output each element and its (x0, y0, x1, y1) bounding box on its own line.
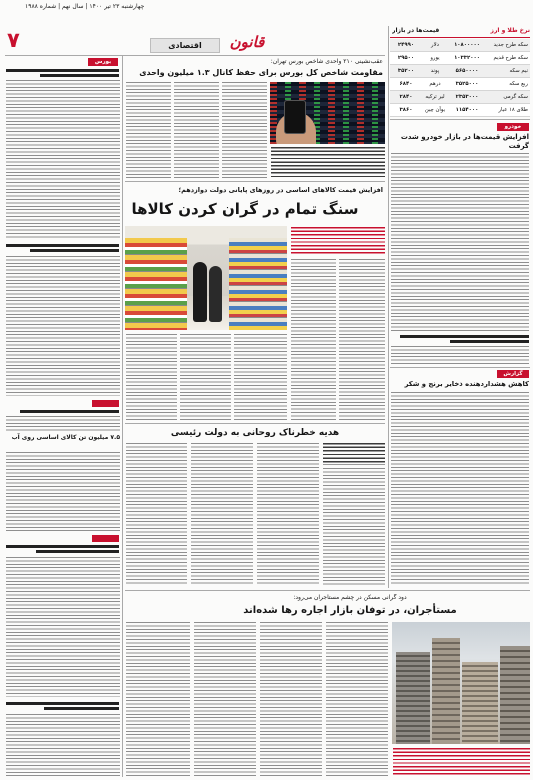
stock-body-column (222, 82, 267, 178)
currency-name: دلار (431, 42, 439, 48)
gift-body-column (323, 468, 385, 586)
gift-body-column (191, 443, 253, 586)
goods-at-sea-headline: ۷.۵ میلیون تن کالای اساسی روی آب (11, 434, 120, 441)
gold-item-price: ۵۶۵۰۰۰۰ (455, 68, 479, 74)
rent-body-column (126, 622, 190, 776)
left-headline (6, 244, 119, 247)
shopper-figure (209, 266, 222, 322)
gold-item-price: ۳۵۲۵۰۰۰ (455, 81, 479, 87)
currency-name: درهم (429, 81, 441, 87)
reserves-headline: کاهش هشداردهنده ذخایر برنج و شکر (404, 380, 529, 388)
gift-body-column (257, 443, 319, 586)
rent-kicker: دود گرانی مسکن در چشم مستأجران می‌رود: (293, 594, 407, 601)
market-row (390, 65, 530, 78)
rent-headline: مستأجران، در توفان بازار اجاره رها شده‌اند (243, 605, 457, 616)
rent-body-column (194, 622, 256, 776)
currency-name: لیر ترکیه (425, 94, 445, 100)
goods-kicker: افزایش قیمت کالاهای اساسی در روزهای پایانی دولت دوازدهم؛ (178, 186, 383, 194)
gift-lead-text (323, 443, 385, 465)
market-bottom-rule (390, 119, 530, 120)
left-headline (40, 74, 119, 77)
rent-body-column (260, 622, 322, 776)
stock-section-label: بورس (88, 58, 118, 66)
page-number: ۷ (7, 28, 20, 52)
left-headline (44, 707, 119, 710)
building-shape (396, 652, 430, 744)
market-row (390, 52, 530, 65)
cars-subheading (450, 340, 529, 343)
market-row (390, 91, 530, 104)
reserves-section-label: گزارش (497, 370, 529, 378)
gold-item-name: سکه طرح جدید (493, 42, 528, 48)
gold-item-name: سکه گرمی (503, 94, 528, 100)
left-body-text (6, 416, 120, 432)
left-section-label (92, 535, 119, 542)
gold-item-price: ۲۳۵۳۰۰۰ (455, 94, 479, 100)
stock-bottom-rule (125, 181, 385, 182)
market-row (390, 104, 530, 117)
left-headline (36, 550, 119, 553)
gold-item-name: سکه طرح قدیم (493, 55, 528, 61)
stock-headline: مقاومت شاخص کل بورس برای حفظ کانال ۱.۳ میلیون واحدی (139, 68, 383, 77)
left-shelf (125, 238, 187, 330)
gold-item-name: نیم سکه (509, 68, 528, 74)
market-row (390, 78, 530, 91)
currency-name: یوآن چین (424, 107, 446, 113)
right-shelf (229, 238, 287, 330)
market-subtitle: قیمت‌ها در بازار (392, 27, 440, 34)
left-body-text (6, 80, 120, 240)
building-shape (500, 646, 530, 744)
cars-section-label: خودرو (497, 123, 529, 131)
gold-item-name: ربع سکه (509, 81, 528, 87)
currency-rate: ۶۸۴۰ (399, 81, 413, 87)
gold-item-price: ۱۰۸۰۰۰۰۰ (454, 42, 480, 48)
cars-subheading (400, 335, 529, 338)
goods-headline: سنگ تمام در گران کردن کالاها (131, 200, 359, 218)
stock-kicker: عقب‌نشینی ۲۱۰ واحدی شاخص بورس تهران: (270, 58, 383, 65)
section-title: اقتصادی (150, 38, 220, 53)
currency-name: یورو (430, 55, 440, 61)
market-title: نرخ طلا و ارز (490, 27, 530, 34)
supermarket-photo (125, 226, 287, 330)
left-headline (6, 702, 119, 705)
cars-body-text (391, 346, 529, 364)
phone-shape (284, 100, 306, 134)
shopper-figure (193, 262, 207, 322)
stock-body-column (174, 82, 219, 178)
left-headline (20, 410, 119, 413)
currency-rate: ۳۵۲۰۰ (397, 68, 415, 74)
reserves-rule (390, 367, 530, 368)
market-top-rule (390, 37, 530, 38)
stock-board-photo (270, 82, 385, 144)
goods-body-column (339, 259, 385, 420)
city-buildings-photo (392, 622, 530, 744)
left-body-text (6, 557, 120, 697)
gold-item-name: طلای ۱۸ عیار (498, 107, 528, 113)
rent-top-rule (125, 590, 530, 591)
goods-body-column (180, 334, 231, 420)
left-body-text (6, 452, 120, 532)
currency-rate: ۳۸۶۰ (399, 107, 413, 113)
cars-headline: افزایش قیمت‌ها در بازار خودرو شدت گرفت (400, 133, 529, 150)
goods-callout (291, 227, 385, 255)
left-body-text (6, 714, 120, 776)
rent-body-column (326, 622, 388, 776)
left-column-rule (122, 56, 123, 777)
currency-rate: ۲۴۹۹۰ (397, 42, 415, 48)
goods-bottom-rule (125, 423, 385, 424)
gold-item-price: ۱۱۵۴۰۰۰ (455, 107, 479, 113)
currency-rate: ۲۹۵۰۰ (397, 55, 415, 61)
left-headline (6, 69, 119, 72)
building-shape (432, 638, 460, 744)
date-line: چهارشنبه ۲۳ تیر ۱۴۰۰ | سال نهم | شماره ۱۹۸۸ (25, 3, 145, 10)
currency-name: پوند (430, 68, 440, 74)
market-row (390, 39, 530, 52)
reserves-body-text (391, 392, 529, 586)
building-shape (462, 662, 498, 744)
left-body-text (6, 256, 120, 396)
stock-body-column (126, 82, 171, 178)
cars-body-text (391, 153, 529, 331)
left-section-label (92, 400, 119, 407)
gift-body-column (126, 443, 187, 586)
gold-item-price: ۱۰۳۳۲۰۰۰ (454, 55, 480, 61)
masthead-rule (5, 55, 385, 56)
left-headline (6, 545, 119, 548)
buildings-photo-caption (393, 748, 530, 776)
gift-headline: هدیه خطرناک روحانی به دولت رئیسی (170, 428, 340, 438)
goods-body-column (126, 334, 177, 420)
stock-photo-caption (271, 147, 385, 177)
right-column-rule (388, 26, 389, 588)
currency-rate: ۲۸۴۰ (399, 94, 413, 100)
goods-body-column (234, 334, 287, 420)
goods-body-column (291, 259, 336, 420)
newspaper-logo: قانون (229, 33, 265, 51)
left-headline (30, 249, 119, 252)
